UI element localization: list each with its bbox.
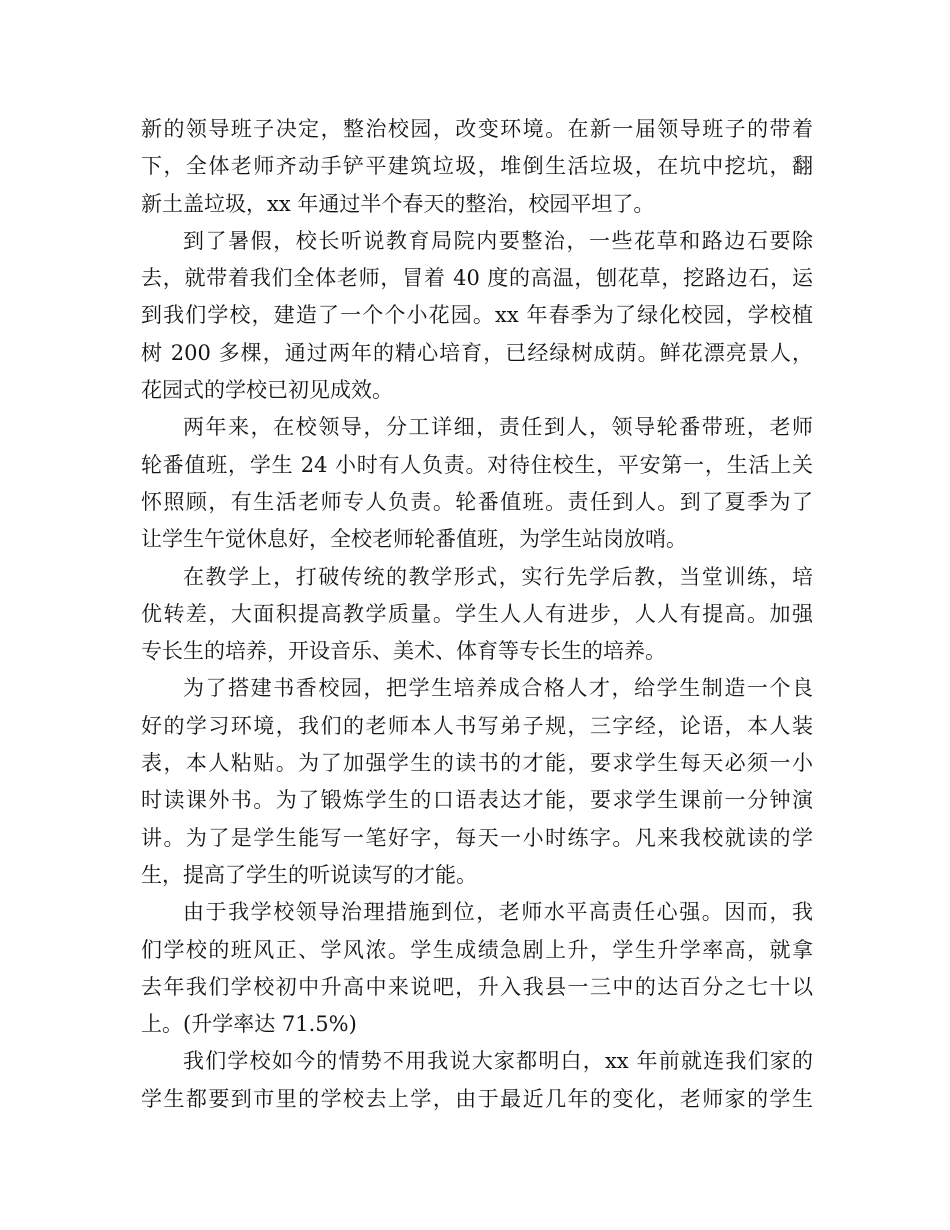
text-line: 去，就带着我们全体老师，冒着 40 度的高温，刨花草，挖路边石，运 [141,266,813,291]
text-line: 怀照顾，有生活老师专人负责。轮番值班。责任到人。到了夏季为了 [141,489,813,514]
text-line: 优转差，大面积提高教学质量。学生人人有进步，人人有提高。加强 [141,601,813,626]
text-line: 树 200 多棵，通过两年的精心培育，已经绿树成荫。鲜花漂亮景人， [141,340,813,365]
paragraph-first-line: 到了暑假，校长听说教育局院内要整治，一些花草和路边石要除 [183,228,813,253]
paragraph-first-line: 我们学校如今的情势不用我说大家都明白，xx 年前就连我们家的 [183,1049,813,1074]
text-line: 到我们学校，建造了一个个小花园。xx 年春季为了绿化校园，学校植 [141,303,813,328]
text-line: 讲。为了是学生能写一笔好字，每天一小时练字。凡来我校就读的学 [141,825,813,850]
text-line: 生，提高了学生的听说读写的才能。 [141,862,477,887]
paragraph-first-line: 为了搭建书香校园，把学生培养成合格人才，给学生制造一个良 [183,676,813,701]
paragraph-first-line: 由于我学校领导治理措施到位，老师水平高责任心强。因而，我 [183,900,813,925]
text-line: 上。(升学率达 71.5%) [141,1012,357,1037]
paragraph-first-line: 在教学上，打破传统的教学形式，实行先学后教，当堂训练，培 [183,564,813,589]
text-line: 去年我们学校初中升高中来说吧，升入我县一三中的达百分之七十以 [141,974,813,999]
text-line: 专长生的培养，开设音乐、美术、体育等专长生的培养。 [141,639,666,664]
text-line: 新的领导班子决定，整治校园，改变环境。在新一届领导班子的带着 [141,117,813,141]
document-body [141,111,813,1118]
text-line: 花园式的学校已初见成效。 [141,378,393,403]
text-line: 让学生午觉休息好，全校老师轮番值班，为学生站岗放哨。 [141,527,687,552]
text-line: 轮番值班，学生 24 小时有人负责。对待住校生，平安第一，生活上关 [141,452,813,477]
text-line: 下，全体老师齐动手铲平建筑垃圾，堆倒生活垃圾，在坑中挖坑，翻 [141,154,813,179]
text-line: 时读课外书。为了锻炼学生的口语表达才能，要求学生课前一分钟演 [141,788,813,813]
text-line: 表，本人粘贴。为了加强学生的读书的才能，要求学生每天必须一小 [141,751,813,776]
text-line: 们学校的班风正、学风浓。学生成绩急剧上升，学生升学率高，就拿 [141,937,813,962]
text-line: 好的学习环境，我们的老师本人书写弟子规，三字经，论语，本人装 [141,713,813,738]
text-line: 新土盖垃圾，xx 年通过半个春天的整治，校园平坦了。 [141,191,655,216]
text-line: 学生都要到市里的学校去上学，由于最近几年的变化，老师家的学生 [141,1086,813,1111]
paragraph-first-line: 两年来，在校领导，分工详细，责任到人，领导轮番带班，老师 [183,415,813,440]
